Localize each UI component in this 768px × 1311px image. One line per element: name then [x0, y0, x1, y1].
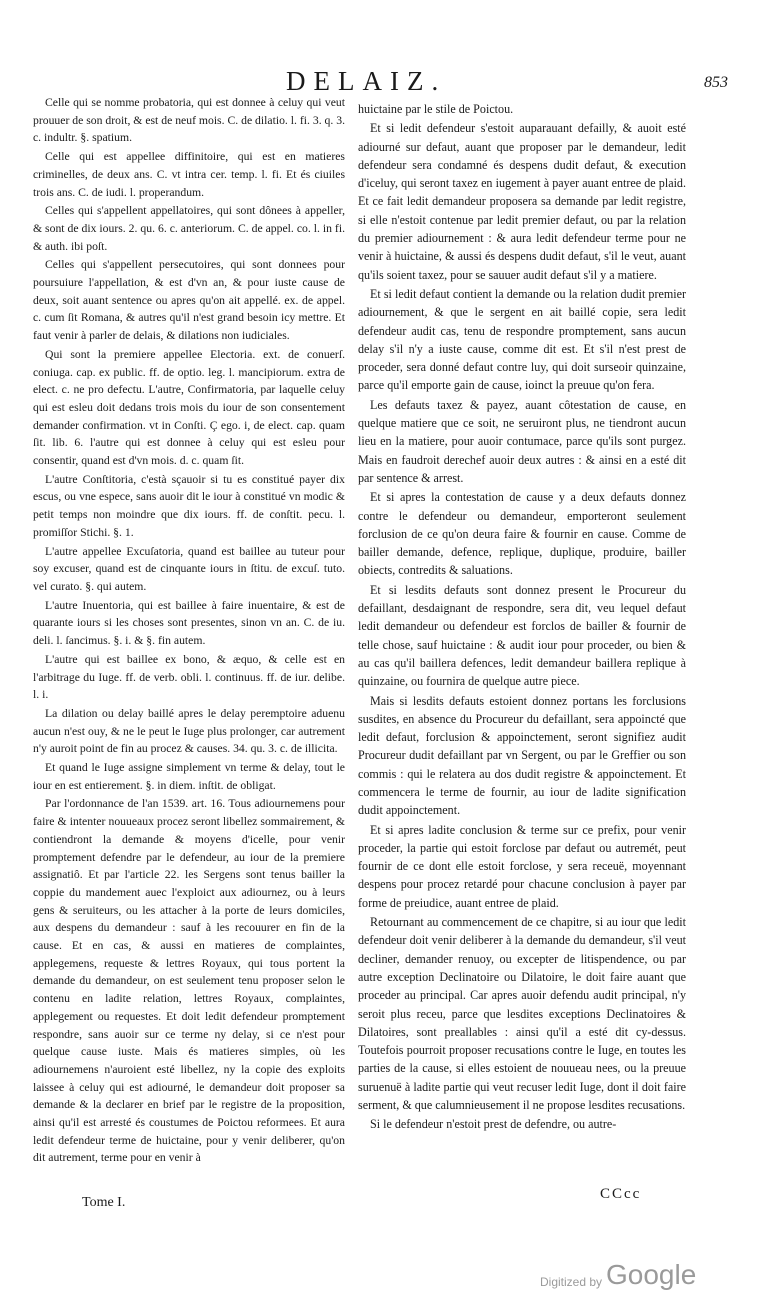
- volume-label: Tome I.: [82, 1195, 126, 1210]
- paragraph: Si le defendeur n'estoit prest de defendre, ou autre-: [370, 1117, 617, 1132]
- paragraph: L'autre qui est baillee ex bono, & æquo, & celle est en l'arbitrage du Iuge. ff. de verb. obli. l. continuus. ff. de iur. delibe. l. i.: [33, 652, 345, 702]
- paragraph: Retournant au commencement de ce chapitre, si au iour que ledit defendeur doit venir deliberer à la demande du demandeur, s'il veut decliner, demander renuoy, ou excepter de litispendence, ou par autre exception Declinatoire ou Dilatoire, le doit faire auant que proceder au principal. Car apres auoir defendu audit principal, n'y seroit plus receu, parce que lesdites exceptions Declinatoires & Dilatoires, sont preallables : ainsi qu'il a esté dit cy-dessus. Toutefois pourroit proposer recusations contre le Iuge, en toutes les parties de la cause, si elles estoient de nouueau nees, ou la preuue suruenuë à ladite partie qui veut recuser ledit Iuge, dont il doit faire serment, & que calumnieusement il ne propose lesdites recusations.: [358, 915, 686, 1113]
- paragraph: L'autre appellee Excuſatoria, quand est baillee au tuteur pour soy excuser, quand est de cinquante iours in ſtitu. de excuſ. tuto. vel curato. §. qui autem.: [33, 544, 345, 593]
- paragraph: Les defauts taxez & payez, auant côtestation de cause, en quelque matiere que ce soit, ne seruiront plus, ne tiendront aucun lieu en la matiere, pour auoir contumace, parce qu'ils sont purgez. Mais en faudroit derechef auoir deux autres : & ainsi en a esté dit par sentence & arrest.: [358, 397, 686, 485]
- paragraph: Et quand le Iuge assigne simplement vn terme & delay, tout le iour en est entierement. §. in diem. inſtit. de obligat.: [33, 761, 345, 792]
- paragraph: Et si apres ladite conclusion & terme sur ce prefix, pour venir proceder, la partie qui estoit forclose par defaut ou autremét, peut fournir de ce dont elle estoit forclose, y sera receuë, moyennant despens pour procez retardé pour chacune conclusion à payer par forme de preiudice, auant entree de plaid.: [358, 822, 686, 910]
- signature-mark: CCcc: [600, 1186, 642, 1202]
- google-logo: Google: [606, 1259, 697, 1290]
- left-text-column: [33, 94, 345, 1168]
- paragraph: Celle qui se nomme probatoria, qui est donnee à celuy qui veut prouuer de son droit, & est de neuf mois. C. de dilatio. l. fi. 3. q. 3. c. indultr. §. spatium.: [33, 96, 345, 145]
- running-title: DELAIZ.: [286, 66, 447, 96]
- watermark-small-text: Digitized by: [540, 1275, 603, 1289]
- paragraph: Par l'ordonnance de l'an 1539. art. 16. Tous adiournemens pour faire & intenter nouueaux procez seront libellez sommairement, & contiendront la demande & moyens d'icelle, pour venir promptement defendre par le defendeur, au iour de la premiere assignatiô. Et par l'article 22. les Sergens sont tenus bailler la coppie du mandement auec l'exploict aux adiournez, ou à leurs gens & seruiteurs, ou les attacher à la porte de leurs domiciles, aux despens du demandeur : sauf à les recouurer en fin de la cause. Et en cas, & aussi en matieres de complaintes, applegemens, requeste & lettres Royaux, qui tous portent la demande du demandeur, on est seulement tenu proposer selon le contenu en ladite relation, lettres Royaux, complaintes, applegement ou requestes. Et doit ledit defendeur promptement respondre, sans auoir sur ce terme ny delay, si ce n'est pour quelque cause iuste. Mais és matieres simples, où les adiournemens n'auroient esté libellez, ny la copie des exploits laissee à celuy qui est adiourné, le demandeur doit proposer sa demande & la declarer en brief par le registre de la proposition, ainsi qu'il est arresté és coustumes de Poictou reformees. Et aura ledit defendeur terme de huictaine, pour y venir deliberer, qu'on dit autrement, terme pour en venir à: [33, 797, 345, 1165]
- paragraph: Et si lesdits defauts sont donnez present le Procureur du defaillant, desdaignant de respondre, sera dit, veu lequel defaut ledit demandeur ou defendeur est forclos de bailler & fournir de telle chose, sauf huictaine : & audit iour pour proceder, ou bien & au cas qu'il baillera defences, ledit demandeur baillera replique à quinzaine, ou fournira de quelque autre piece.: [358, 582, 686, 689]
- right-text-column: [358, 100, 686, 1135]
- paragraph: huictaine par le stile de Poictou.: [358, 102, 514, 116]
- paragraph: L'autre Conſtitoria, c'està sçauoir si tu es constitué payer dix escus, ou vne espece, sans auoir dit le iour à constitué vn modic & petit temps non moindre que dix iours. ff. de conſtit. pecu. l. promiſſor Stichi. §. 1.: [33, 472, 345, 539]
- paragraph: Celles qui s'appellent persecutoires, qui sont donnees pour poursuiure l'appellation, & est d'vn an, & pour iuste cause de deux, soit auant sentence ou apres qu'on ait appellé. ex. de appel. c. cum ſit Romana, & autres qu'il n'est grand besoin icy mettre. Et faut venir à parler de delais, & dilations non iudiciales.: [33, 258, 345, 343]
- paragraph: Et si ledit defendeur s'estoit auparauant defailly, & auoit esté adiourné sur defaut, auant que proposer par le demandeur, ledit defendeur sera condamné és despens dudit defaut, & execution d'iceluy, qui seront taxez en iugement à payer auant entree de plaid. Et ce fait ledit demandeur proposera sa demande par ledit registre, si elle n'estoit contenue par ledit premier defaut, ou par la relation du premier adiournement : & aura ledit defendeur terme pour ne venir à huictaine, & aussi és despens dudit defaut, s'il le veut, auant qu'ils soient taxez, pour se sauuer audit defaut s'il y a matiere.: [358, 121, 686, 282]
- page-header: [0, 66, 768, 96]
- paragraph: Celle qui est appellee diffinitoire, qui est en matieres criminelles, de deux ans. C. vt intra cer. temp. l. fi. Et és ciuiles trois ans. C. de iudi. l. properandum.: [33, 150, 345, 199]
- paragraph: Et si apres la contestation de cause y a deux defauts donnez contre le defendeur ou demandeur, emporteront seulement forclusion de ce qu'on deura faire & fournir en cause. Comme de bailler demande, defence, replique, duplique, produire, bailler obiects, contredits & saluations.: [358, 490, 686, 578]
- paragraph: La dilation ou delay baillé apres le delay peremptoire aduenu aucun n'est ouy, & ne le peut le Iuge plus prolonger, car autrement n'y auroit point de fin au procez & causes. 34. qu. 3. c. de illicita.: [33, 706, 345, 756]
- page-number: 853: [704, 74, 728, 91]
- paragraph: Et si ledit defaut contient la demande ou la relation dudit premier adiournement, & que le sergent en ait baillé copie, sera ledit defendeur audit cas, tenu de respondre promptement, sans aucun delay s'il n'y a iuste cause, comme dit est. Et s'il n'est prest de proceder, sera donné defaut contre luy, qui doit surseoir quinzaine, parce qu'il emporte gain de cause, ioinct la preuue qu'on fera.: [358, 286, 686, 393]
- paragraph: Mais si lesdits defauts estoient donnez portans les forclusions susdites, en absence du Procureur du defaillant, sera appoincté que ledit defaut, forclusion & appoinctement, seront signifiez audit Procureur dudit defaillant par vn Sergent, ou par le Greffier ou son commis : qui le relatera au dos dudit registre & appoinctement. Et commencera le terme de fournir, au iour de ladite signification dudit appoinctement.: [358, 693, 686, 818]
- paragraph: Qui sont la premiere appellee Electoria. ext. de conuerſ. coniuga. cap. ex public. ff. de optio. leg. l. mancipiorum. extra de elect. c. ne pro defectu. L'autre, Confirmatoria, par laquelle celuy qui est esleu doit dedans trois mois du iour de son consentement demander confirmation. vt in Conſti. Ç ego. i, de elect. cap. quam ſit. lib. 6. l'autre qui est donnee à celuy qui est esleu pour consentir, quand est d'vn mois. d. c. quam ſit.: [33, 347, 345, 468]
- paragraph: Celles qui s'appellent appellatoires, qui sont dônees à appeller, & sont de dix iours. 2. qu. 6. c. anteriorum. C. de appel. co. l. in fi. & auth. ibi poſt.: [33, 204, 345, 253]
- paragraph: L'autre Inuentoria, qui est baillee à faire inuentaire, & est de quarante iours si les choses sont presentes, sinon vn an. C. de iu. deli. l. ſancimus. §. i. & §. fin autem.: [33, 598, 345, 648]
